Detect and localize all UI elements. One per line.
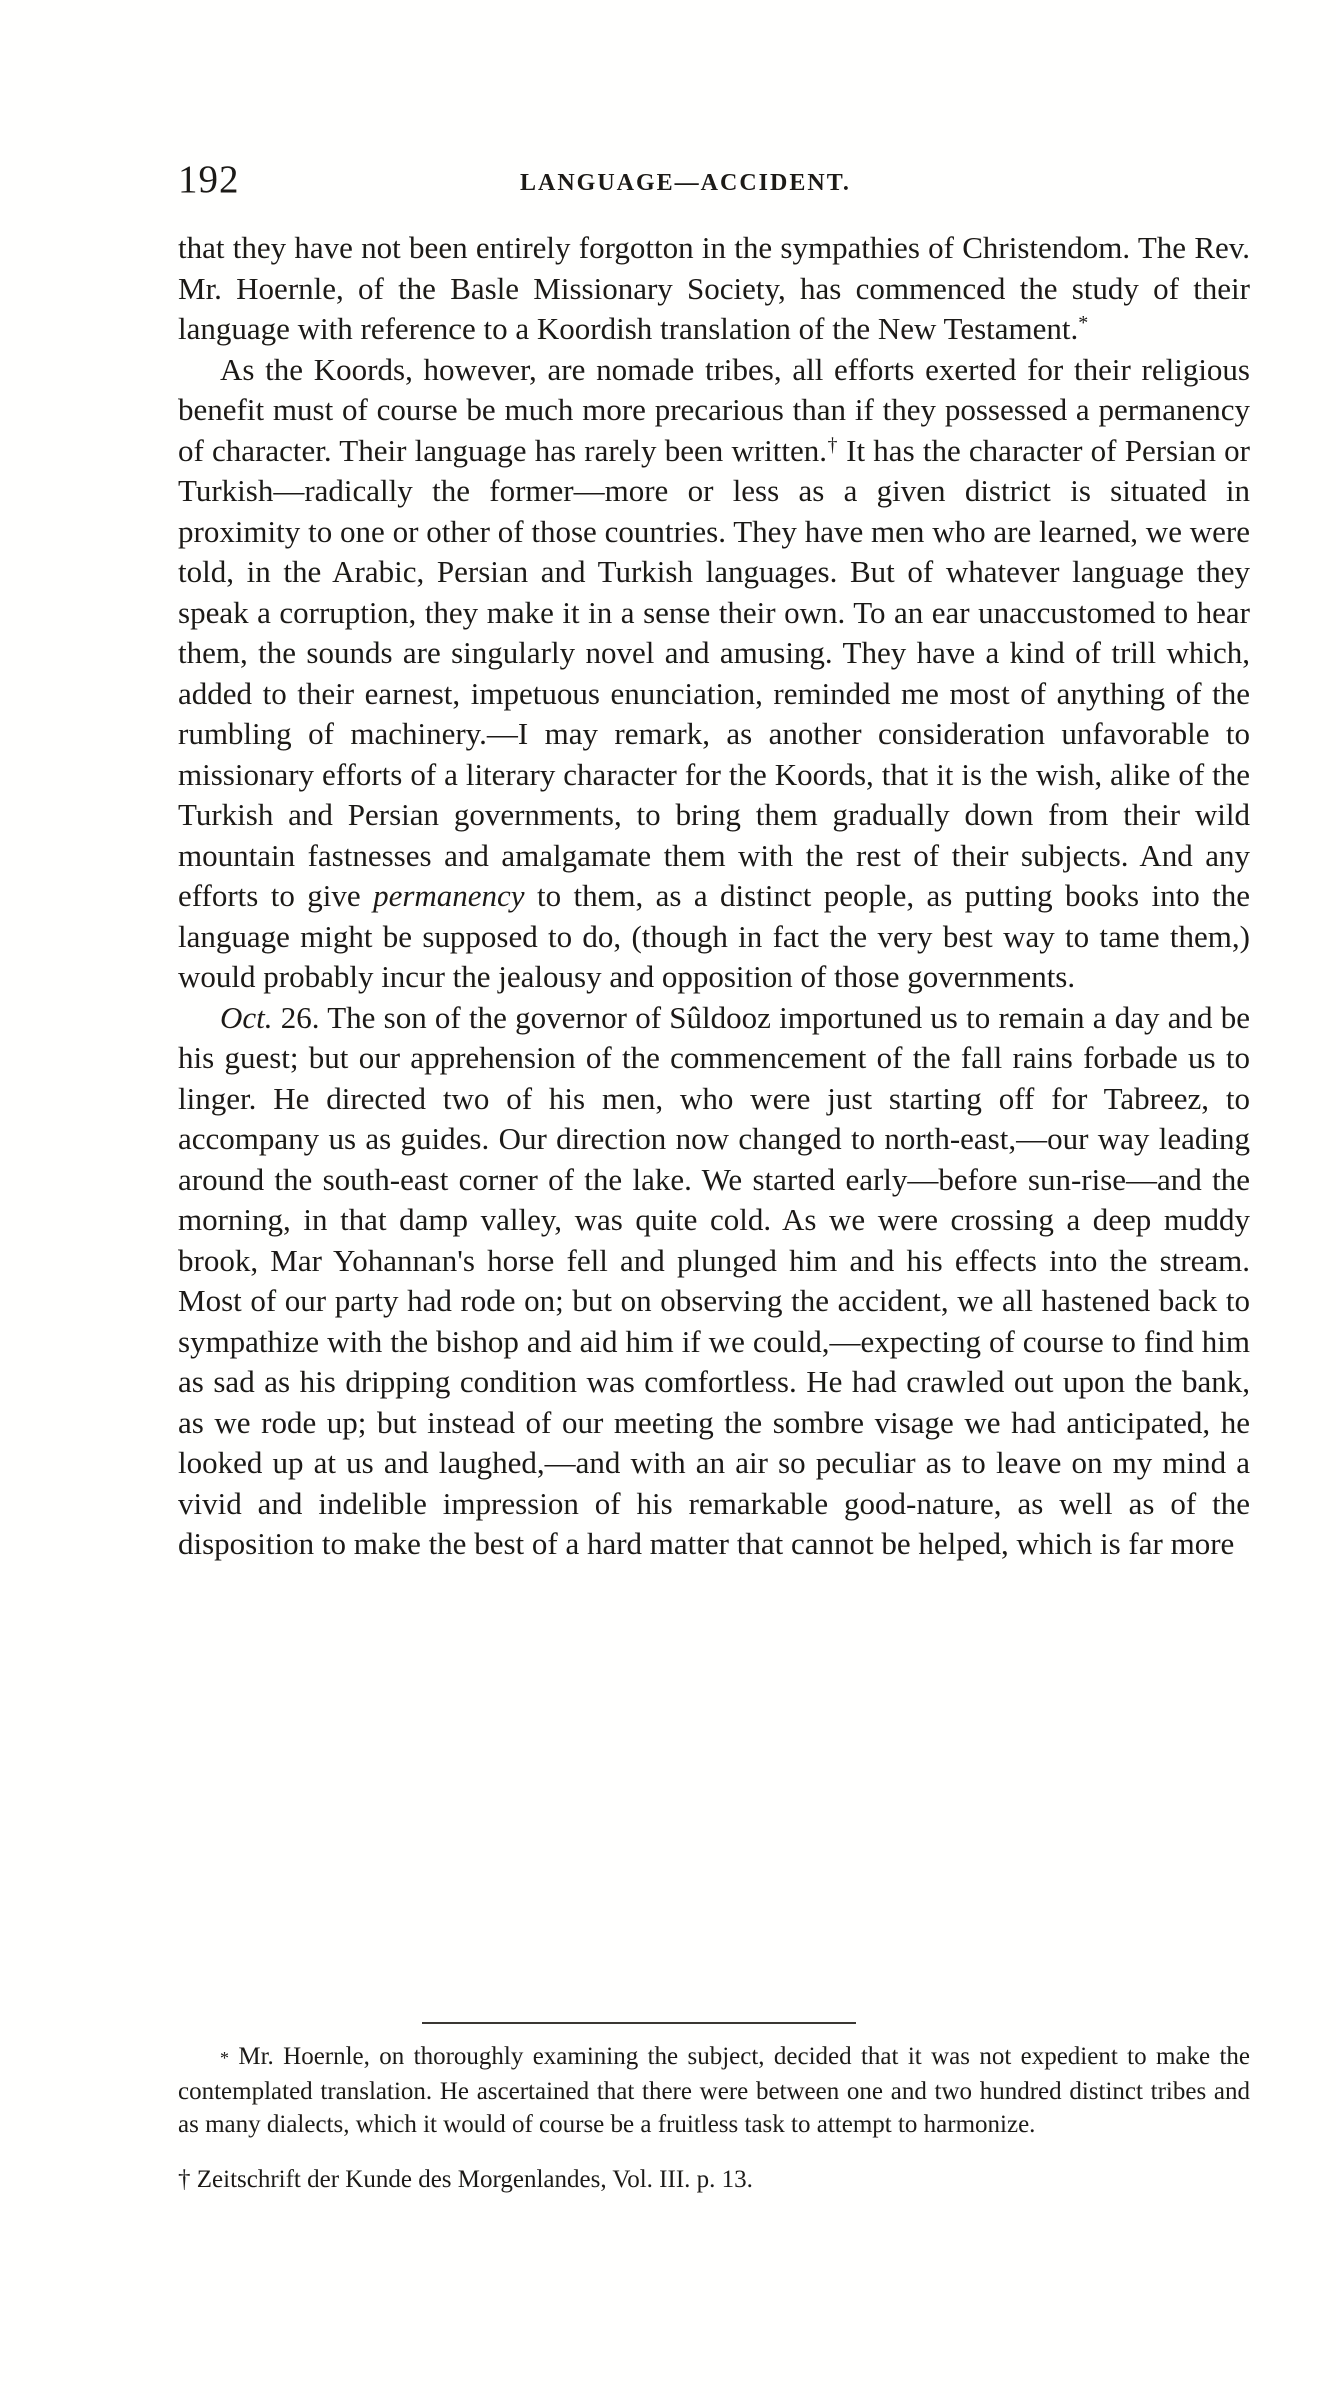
footnote-text: Mr. Hoernle, on thoroughly examining the subject, decided that it was not expedient to make the contemplated translation. He ascertained that there were between one and two hundred distinct tribes and as many dialects, which it would of course be a fruitless task to attempt to harmonize.: [178, 2043, 1250, 2138]
paragraph-text: that they have not been entirely forgotton in the sympathies of Christendom. The Rev. Mr. Hoernle, of the Basle Missionary Society, has commenced the study of their language with reference to a Koordish translation of the New Testament.: [178, 230, 1250, 346]
footnote-mark: †: [178, 2166, 191, 2193]
footnote-divider: [422, 2022, 856, 2024]
paragraph-continuation: [178, 228, 1250, 350]
paragraph-koords: [178, 350, 1250, 998]
footnotes: [178, 2040, 1250, 2196]
date-label: Oct.: [220, 999, 273, 1035]
body-text: [178, 228, 1250, 1565]
footnote-reference: †: [827, 433, 838, 456]
paragraph-text: The son of the governor of Sûldooz importuned us to remain a day and be his guest; but our apprehension of the commencement of the fall rains forbade us to linger. He directed two of his men, who were just starting off for Tabreez, to accompany us as guides. Our direction now changed to north-east,—our way leading around the south-east corner of the lake. We started early—before sun-rise—and the morning, in that damp valley, was quite cold. As we were crossing a deep muddy brook, Mar Yohannan's horse fell and plunged him and his effects into the stream. Most of our party had rode on; but on observing the accident, we all hastened back to sympathize with the bishop and aid him if we could,—expecting of course to find him as sad as his dripping condition was comfortless. He had crawled out upon the bank, as we rode up; but instead of our meeting the sombre visage we had anticipated, he looked up at us and laughed,—and with an air so peculiar as to leave on my mind a vivid and indelible impression of his remarkable good-nature, as well as of the disposition to make the best of a hard matter that cannot be helped, which is far more: [178, 999, 1250, 1561]
date-day: 26.: [280, 999, 320, 1035]
page-header: [178, 155, 1250, 205]
paragraph-october-26: [178, 998, 1250, 1565]
paragraph-text-end: to them, as a distinct people, as putting books into the language might be supposed to do, (though in fact the very best way to tame them,) would probably incur the jealousy and opposition of those governments.: [178, 878, 1250, 994]
footnote-mark: *: [220, 2048, 229, 2068]
footnote-text: Zeitschrift der Kunde des Morgenlandes, Vol. III. p. 13.: [190, 2166, 753, 2193]
running-title: LANGUAGE—ACCIDENT.: [520, 170, 851, 196]
emphasized-word: permanency: [373, 878, 525, 913]
paragraph-text: As the Koords, however, are nomade tribes, all efforts exerted for their religious benefit must of course be much more precarious than if they possessed a permanency of character. Their language has rarely been written.: [178, 351, 1250, 468]
footnote-2: [178, 2163, 1250, 2196]
footnote-reference: *: [1078, 312, 1089, 334]
page-number: 192: [178, 158, 240, 201]
footnote-1: [178, 2040, 1250, 2141]
paragraph-text-continued: It has the character of Persian or Turkish—radically the former—more or less as a given district is situated in proximity to one or other of those countries. They have men who are learned, we were told, in the Arabic, Persian and Turkish languages. But of whatever language they speak a corruption, they make it in a sense their own. To an ear unaccustomed to hear them, the sounds are singularly novel and amusing. They have a kind of trill which, added to their earnest, impetuous enunciation, reminded me most of anything of the rumbling of machinery.—I may remark, as another consideration unfavorable to missionary efforts of a literary character for the Koords, that it is the wish, alike of the Turkish and Persian governments, to bring them gradually down from their wild mountain fastnesses and amalgamate them with the rest of their subjects. And any efforts to give: [178, 432, 1251, 913]
